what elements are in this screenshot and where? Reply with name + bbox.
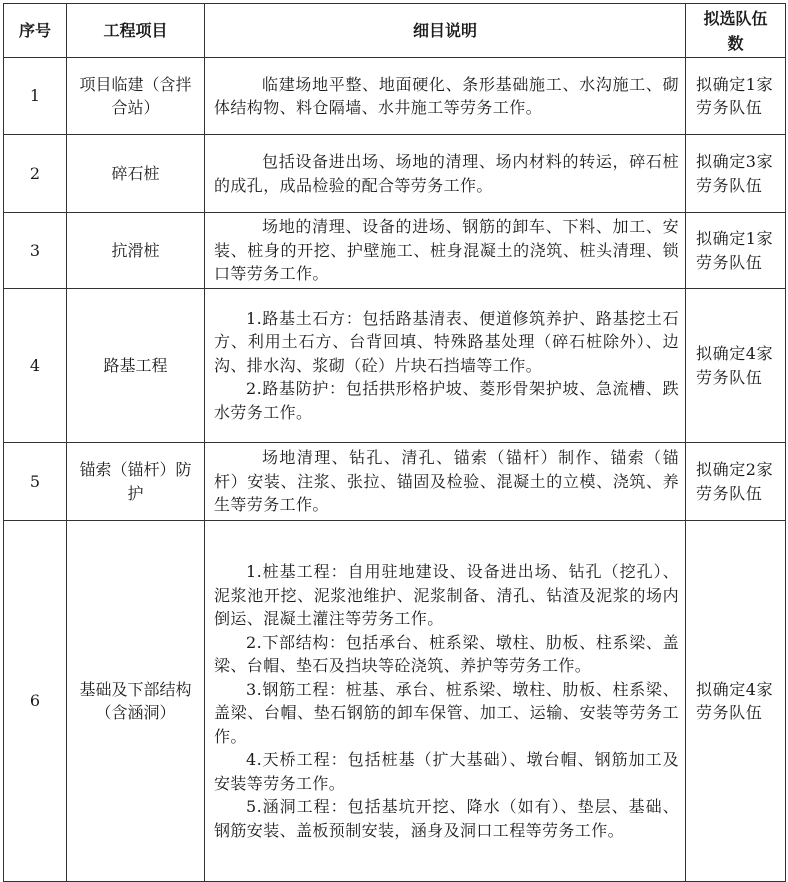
description-paragraph: 临建场地平整、地面硬化、条形基础施工、水沟施工、砌体结构物、料仓隔墙、水井施工等劳务工作。 bbox=[214, 74, 679, 117]
row-description bbox=[205, 443, 686, 521]
row-description bbox=[205, 58, 686, 135]
row-team: 拟确定2家劳务队伍 bbox=[686, 443, 786, 521]
table-header-row bbox=[4, 4, 786, 58]
row-team: 拟确定1家劳务队伍 bbox=[686, 213, 786, 289]
description-paragraph: 4.天桥工程：包括桩基（扩大基础）、墩台帽、钢筋加工及安装等劳务工作。 bbox=[214, 750, 679, 793]
row-project: 锚索（锚杆）防护 bbox=[67, 443, 205, 521]
row-description bbox=[205, 521, 686, 882]
description-paragraph: 1.路基土石方：包括路基清表、便道修筑养护、路基挖土石方、利用土石方、台背回填、特殊路基处理（碎石桩除外）、边沟、排水沟、浆砌（砼）片块石挡墙等工作。 bbox=[214, 308, 679, 375]
description-paragraph: 1.桩基工程：自用驻地建设、设备进出场、钻孔（挖孔）、泥浆池开挖、泥浆池维护、泥浆制备、清孔、钻渣及泥浆的场内倒运、混凝土灌注等劳务工作。 bbox=[214, 562, 679, 628]
row-project: 路基工程 bbox=[67, 289, 205, 443]
row-no: 6 bbox=[4, 521, 67, 882]
row-team: 拟确定3家劳务队伍 bbox=[686, 135, 786, 213]
table-row bbox=[4, 521, 786, 882]
header-no: 序号 bbox=[4, 4, 67, 58]
row-project: 碎石桩 bbox=[67, 135, 205, 213]
description-paragraph: 包括设备进出场、场地的清理、场内材料的转运，碎石桩的成孔，成品检验的配合等劳务工作。 bbox=[214, 152, 679, 195]
row-description bbox=[205, 213, 686, 289]
description-paragraph: 场地的清理、设备的进场、钢筋的卸车、下料、加工、安装、桩身的开挖、护壁施工、桩身混凝土的浇筑、桩头清理、锁口等劳务工作。 bbox=[214, 217, 679, 284]
table-row bbox=[4, 213, 786, 289]
row-no: 3 bbox=[4, 213, 67, 289]
description-paragraph: 3.钢筋工程：桩基、承台、桩系梁、墩柱、肋板、柱系梁、盖梁、台帽、垫石钢筋的卸车保管、加工、运输、安装等劳务工作。 bbox=[214, 679, 679, 746]
table-row bbox=[4, 58, 786, 135]
description-paragraph: 2.下部结构：包括承台、桩系梁、墩柱、肋板、柱系梁、盖梁、台帽、垫石及挡块等砼浇筑、养护等劳务工作。 bbox=[214, 632, 679, 675]
row-description bbox=[205, 289, 686, 443]
row-no: 4 bbox=[4, 289, 67, 443]
row-project: 抗滑桩 bbox=[67, 213, 205, 289]
description-paragraph: 5.涵洞工程：包括基坑开挖、降水（如有）、垫层、基础、钢筋安装、盖板预制安装，涵身及洞口工程等劳务工作。 bbox=[214, 797, 679, 840]
table-row bbox=[4, 135, 786, 213]
row-description bbox=[205, 135, 686, 213]
row-team: 拟确定4家劳务队伍 bbox=[686, 521, 786, 882]
row-no: 5 bbox=[4, 443, 67, 521]
header-team: 拟选队伍数 bbox=[686, 4, 786, 58]
row-no: 2 bbox=[4, 135, 67, 213]
table-row bbox=[4, 289, 786, 443]
header-description: 细目说明 bbox=[205, 4, 686, 58]
description-paragraph: 场地清理、钻孔、清孔、锚索（锚杆）制作、锚索（锚杆）安装、注浆、张拉、锚固及检验、混凝土的立模、浇筑、养生等劳务工作。 bbox=[214, 448, 679, 515]
description-paragraph: 2.路基防护：包括拱形格护坡、菱形骨架护坡、急流槽、跌水劳务工作。 bbox=[214, 379, 679, 422]
header-project: 工程项目 bbox=[67, 4, 205, 58]
table-row bbox=[4, 443, 786, 521]
labor-team-table bbox=[3, 3, 786, 882]
row-project: 项目临建（含拌合站） bbox=[67, 58, 205, 135]
row-project: 基础及下部结构（含涵洞） bbox=[67, 521, 205, 882]
row-no: 1 bbox=[4, 58, 67, 135]
row-team: 拟确定1家劳务队伍 bbox=[686, 58, 786, 135]
row-team: 拟确定4家劳务队伍 bbox=[686, 289, 786, 443]
